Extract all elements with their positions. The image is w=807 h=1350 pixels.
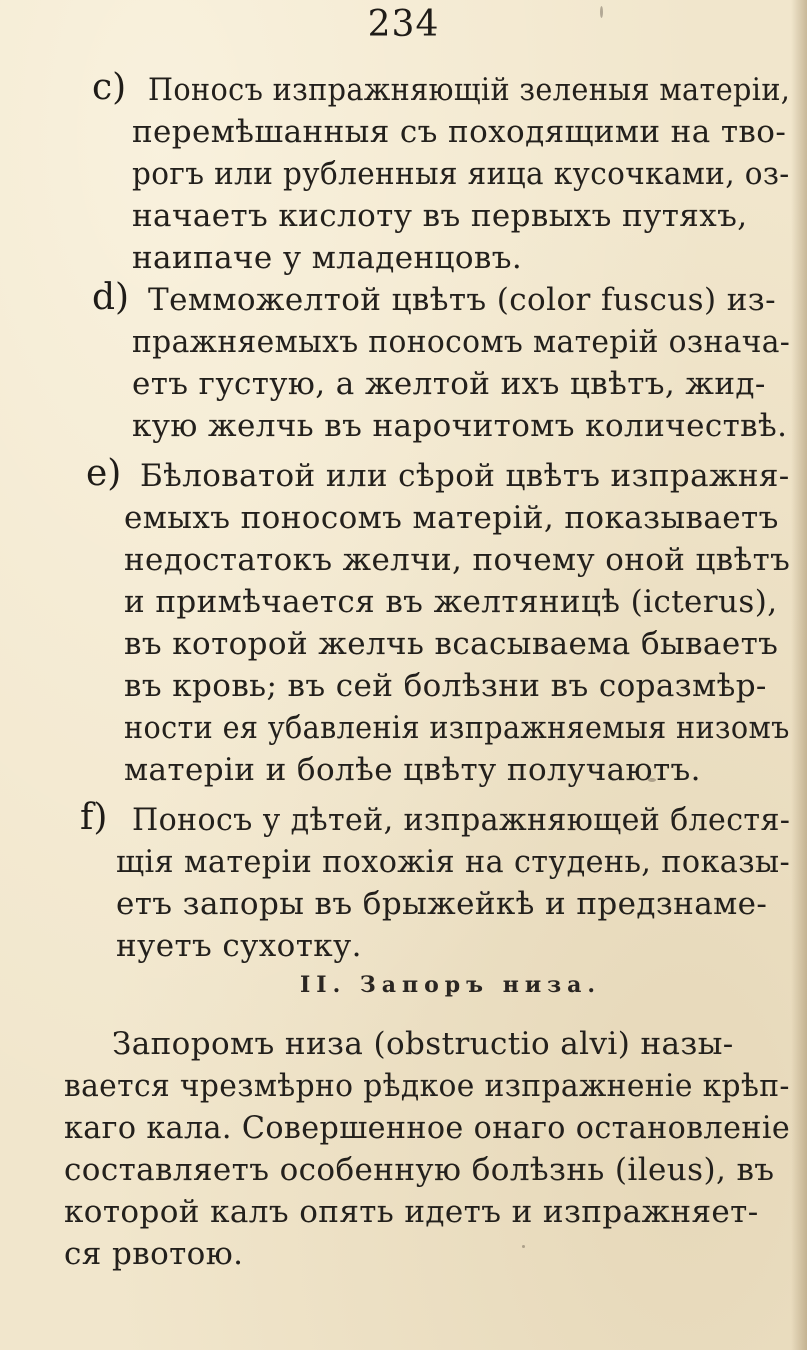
text-line: перемѣшанныя съ походящими на тво- [132, 114, 787, 150]
text-line: ся рвотою. [64, 1236, 244, 1272]
text-line: етъ густую, а желтой ихъ цвѣтъ, жид- [132, 366, 766, 402]
text-line: матеріи и болѣе цвѣту получаютъ. [124, 752, 701, 788]
page-edge-shadow [791, 0, 807, 1350]
text-line: нуетъ сухотку. [116, 928, 362, 964]
page-number: 234 [367, 4, 440, 45]
item-marker: f) [80, 797, 108, 838]
item-marker: d) [92, 277, 130, 318]
text-line: рогъ или рубленныя яица кусочками, оз- [132, 156, 790, 192]
ink-speck [600, 6, 603, 18]
section-heading: II. Запоръ низа. [300, 972, 602, 998]
text-line: кую желчь въ нарочитомъ количествѣ. [132, 408, 788, 444]
text-line: Бѣловатой или сѣрой цвѣтъ изпражня- [140, 458, 790, 494]
text-line: въ которой желчь всасываема бываетъ [124, 626, 779, 662]
text-line: Темможелтой цвѣтъ (color fuscus) из- [148, 282, 776, 318]
text-line: Запоромъ низа (obstructio alvi) назы- [112, 1026, 734, 1062]
text-line: наипаче у младенцовъ. [132, 240, 523, 276]
text-line: щія матеріи похожія на студень, показы- [116, 844, 791, 880]
text-line: емыхъ поносомъ матерій, показываетъ [124, 500, 779, 536]
item-marker: e) [86, 453, 122, 494]
text-line: вается чрезмѣрно рѣдкое изпражненіе крѣп- [64, 1068, 790, 1104]
ink-speck [648, 778, 656, 782]
text-line: въ кровь; въ сей болѣзни въ соразмѣр- [124, 668, 767, 704]
text-line: пражняемыхъ поносомъ матерій означа- [132, 324, 791, 360]
text-line: Поносъ изпражняющій зеленыя матеріи, [148, 72, 791, 108]
ink-speck [522, 1245, 525, 1248]
text-line: и примѣчается въ желтяницѣ (icterus), [124, 584, 778, 620]
text-line: недостатокъ желчи, почему оной цвѣтъ [124, 542, 791, 578]
text-line: каго кала. Совершенное онаго остановленіе [64, 1110, 791, 1146]
text-line: етъ запоры въ брыжейкѣ и предзнаме- [116, 886, 768, 922]
item-marker: c) [92, 67, 127, 108]
text-line: ности ея убавленія изпражняемыя низомъ [124, 710, 790, 746]
text-line: которой калъ опять идетъ и изпражняет- [64, 1194, 759, 1230]
text-line: Поносъ у дѣтей, изпражняющей блестя- [132, 802, 791, 838]
text-line: начаетъ кислоту въ первыхъ путяхъ, [132, 198, 748, 234]
text-line: составляетъ особенную болѣзнь (ileus), въ [64, 1152, 775, 1188]
